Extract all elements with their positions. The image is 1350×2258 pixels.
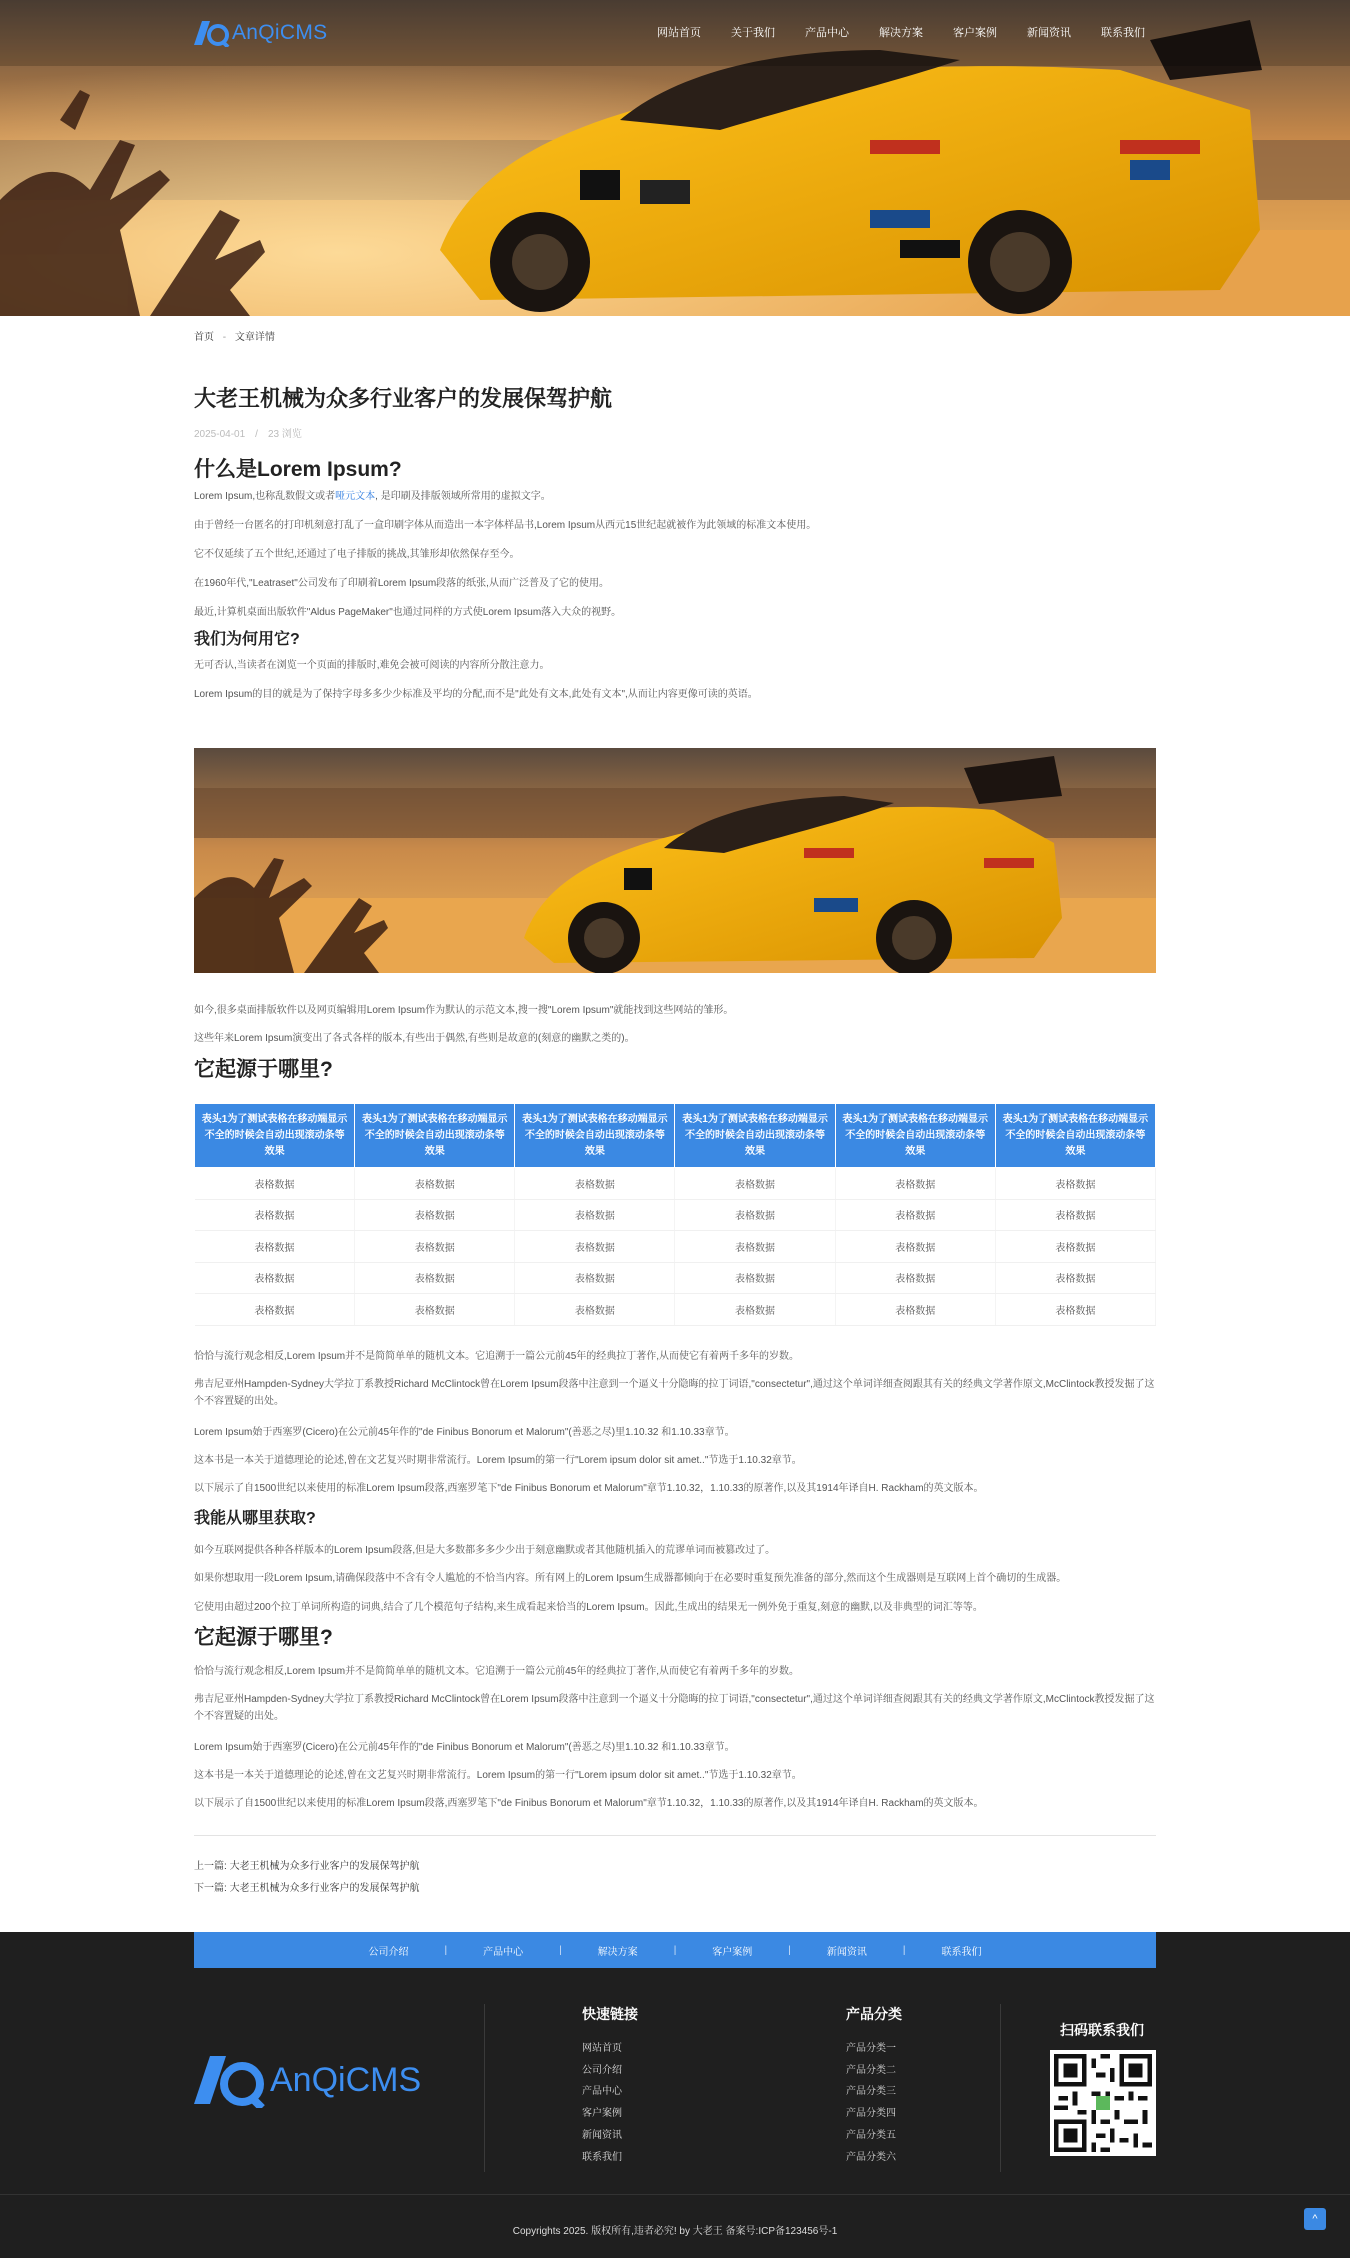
table-cell: 表格数据 xyxy=(675,1262,835,1294)
nav-item-solutions[interactable]: 解决方案 xyxy=(879,27,923,39)
table-cell: 表格数据 xyxy=(355,1231,515,1263)
table-cell: 表格数据 xyxy=(675,1168,835,1200)
paragraph: 它使用由超过200个拉丁单词所构造的词典,结合了几个模范句子结构,来生成看起来恰当的Lorem Ipsum。因此,生成出的结果无一例外免于重复,刻意的幽默,以及非典型的词汇等等。 xyxy=(194,1602,983,1613)
paragraph xyxy=(194,488,1156,505)
footer-bar-link[interactable]: 客户案例 xyxy=(712,1946,753,1958)
section-heading: 它起源于哪里? xyxy=(194,1626,333,1649)
paragraph: 以下展示了自1500世纪以来使用的标准Lorem Ipsum段落,西塞罗笔下"de Finibus Bonorum et Malorum"章节1.10.32，1.10.33的原著作,以及其1914年译自H. Rackham的英文版本。 xyxy=(194,1483,984,1494)
article-race-car-image xyxy=(194,748,1156,973)
anqicms-logo-icon xyxy=(194,19,230,47)
paragraph-text: , 是印刷及排版领域所常用的虚拟文字。 xyxy=(375,491,551,502)
footer-divider xyxy=(484,2004,485,2172)
table-cell: 表格数据 xyxy=(195,1231,355,1263)
paragraph: 如今互联网提供各种各样版本的Lorem Ipsum段落,但是大多数都多多少少出于刻意幽默或者其他随机插入的荒谬单词而被篡改过了。 xyxy=(194,1545,776,1556)
prev-label: 上一篇: xyxy=(194,1861,227,1872)
footer-bar-link[interactable]: 产品中心 xyxy=(483,1946,524,1958)
table-cell: 表格数据 xyxy=(995,1168,1155,1200)
article-date: 2025-04-01 xyxy=(194,429,246,440)
bar-separator: | xyxy=(902,1944,906,1956)
paragraph-text: Lorem Ipsum,也称乱数假文或者 xyxy=(194,491,336,502)
table-row xyxy=(195,1231,1156,1263)
table-cell: 表格数据 xyxy=(195,1294,355,1326)
qr-title: 扫码联系我们 xyxy=(1060,2022,1144,2038)
nav-item-contact[interactable]: 联系我们 xyxy=(1101,27,1145,39)
bar-separator: | xyxy=(673,1944,677,1956)
meta-separator: / xyxy=(255,429,258,440)
table-cell: 表格数据 xyxy=(675,1231,835,1263)
divider xyxy=(194,1835,1156,1836)
quick-link[interactable]: 公司介绍 xyxy=(582,2064,622,2076)
table-row xyxy=(195,1294,1156,1326)
table-cell: 表格数据 xyxy=(835,1294,995,1326)
quick-link[interactable]: 新闻资讯 xyxy=(582,2129,622,2141)
table-cell: 表格数据 xyxy=(355,1199,515,1231)
footer-bar-link[interactable]: 解决方案 xyxy=(597,1946,638,1958)
section-heading: 什么是Lorem Ipsum? xyxy=(194,458,402,481)
footer-bar-link[interactable]: 联系我们 xyxy=(941,1946,982,1958)
next-article[interactable] xyxy=(194,1879,420,1894)
qr-code-icon xyxy=(1054,2054,1152,2152)
nav-item-about[interactable]: 关于我们 xyxy=(731,27,775,39)
product-categories-title: 产品分类 xyxy=(846,2006,902,2022)
table-cell: 表格数据 xyxy=(195,1199,355,1231)
paragraph: 这本书是一本关于道德理论的论述,曾在文艺复兴时期非常流行。Lorem Ipsum的第一行"Lorem ipsum dolor sit amet.."节选于1.10.32章节。 xyxy=(194,1455,802,1466)
bar-separator: | xyxy=(788,1944,791,1956)
table-cell: 表格数据 xyxy=(835,1168,995,1200)
site-logo[interactable] xyxy=(194,19,327,47)
table-header-cell: 表头1为了测试表格在移动端显示不全的时候会自动出现滚动条等效果 xyxy=(835,1104,995,1168)
paragraph: 弗吉尼亚州Hampden-Sydney大学拉丁系教授Richard McClintock曾在Lorem Ipsum段落中注意到一个逼义十分隐晦的拉丁词语,"consectetur",通过这个单词详细查阅跟其有关的经典文学著作原文,McClintock教授发掘了这个不容置疑的出处。 xyxy=(194,1379,1155,1407)
paragraph: 如今,很多桌面排版软件以及网页编辑用Lorem Ipsum作为默认的示范文本,搜一搜"Lorem Ipsum"就能找到这些网站的雏形。 xyxy=(194,1005,734,1016)
table-row xyxy=(195,1199,1156,1231)
site-footer xyxy=(0,1932,1350,2258)
paragraph: 最近,计算机桌面出版软件"Aldus PageMaker"也通过同样的方式使Lorem Ipsum落入大众的视野。 xyxy=(194,607,622,618)
article-title: 大老王机械为众多行业客户的发展保驾护航 xyxy=(194,386,613,411)
footer-divider xyxy=(1000,2004,1001,2172)
paragraph: 恰恰与流行观念相反,Lorem Ipsum并不是简简单单的随机文本。它追溯于一篇公元前45年的经典拉丁著作,从而使它有着两千多年的岁数。 xyxy=(194,1351,800,1362)
table-cell: 表格数据 xyxy=(195,1262,355,1294)
table-cell: 表格数据 xyxy=(995,1199,1155,1231)
prev-title[interactable]: 大老王机械为众多行业客户的发展保驾护航 xyxy=(229,1861,420,1872)
table-cell: 表格数据 xyxy=(835,1231,995,1263)
table-header-cell: 表头1为了测试表格在移动端显示不全的时候会自动出现滚动条等效果 xyxy=(515,1104,675,1168)
table-row xyxy=(195,1168,1156,1200)
nav-item-news[interactable]: 新闻资讯 xyxy=(1027,27,1071,39)
section-heading: 我们为何用它? xyxy=(194,631,300,648)
table-cell: 表格数据 xyxy=(355,1168,515,1200)
category-link[interactable]: 产品分类一 xyxy=(846,2043,896,2054)
quick-link[interactable]: 网站首页 xyxy=(582,2043,622,2054)
paragraph: 在1960年代,"Leatraset"公司发布了印刷着Lorem Ipsum段落的纸张,从而广泛普及了它的使用。 xyxy=(194,578,609,589)
article-views: 23 浏览 xyxy=(267,429,302,440)
quick-link[interactable]: 客户案例 xyxy=(582,2108,622,2120)
table-cell: 表格数据 xyxy=(515,1231,675,1263)
paragraph: Lorem Ipsum始于西塞罗(Cicero)在公元前45年作的"de Finibus Bonorum et Malorum"(善恶之尽)里1.10.32 和1.10.33章节。 xyxy=(194,1427,735,1438)
bar-separator: | xyxy=(559,1944,562,1956)
table-header-cell: 表头1为了测试表格在移动端显示不全的时候会自动出现滚动条等效果 xyxy=(675,1104,835,1168)
table-cell: 表格数据 xyxy=(515,1199,675,1231)
footer-logo[interactable] xyxy=(194,2052,421,2108)
next-label: 下一篇: xyxy=(194,1883,227,1894)
table-cell: 表格数据 xyxy=(835,1262,995,1294)
category-link[interactable]: 产品分类二 xyxy=(846,2064,896,2076)
footer-bar-link[interactable]: 新闻资讯 xyxy=(826,1946,867,1958)
breadcrumb-current: 文章详情 xyxy=(234,332,275,343)
category-link[interactable]: 产品分类五 xyxy=(846,2129,896,2141)
table-cell: 表格数据 xyxy=(515,1262,675,1294)
bar-separator: | xyxy=(444,1944,448,1956)
product-categories-column xyxy=(846,2004,1006,2168)
quick-links-column xyxy=(582,2004,742,2168)
table-cell: 表格数据 xyxy=(995,1294,1155,1326)
table-cell: 表格数据 xyxy=(995,1231,1155,1263)
category-link[interactable]: 产品分类四 xyxy=(846,2108,896,2120)
paragraph: 这本书是一本关于道德理论的论述,曾在文艺复兴时期非常流行。Lorem Ipsum的第一行"Lorem ipsum dolor sit amet.."节选于1.10.32章节。 xyxy=(194,1770,802,1781)
quick-links-title: 快速链接 xyxy=(582,2006,638,2022)
paragraph: 如果你想取用一段Lorem Ipsum,请确保段落中不含有令人尴尬的不恰当内容。所有网上的Lorem Ipsum生成器都倾向于在必要时重复预先准备的部分,然而这个生成器则是互联网上首个确切的生成器。 xyxy=(194,1573,1067,1584)
quick-link[interactable]: 联系我们 xyxy=(582,2151,622,2163)
table-header-cell: 表头1为了测试表格在移动端显示不全的时候会自动出现滚动条等效果 xyxy=(195,1104,355,1168)
breadcrumb-home[interactable]: 首页 xyxy=(194,332,214,343)
table-cell: 表格数据 xyxy=(515,1168,675,1200)
table-cell: 表格数据 xyxy=(675,1294,835,1326)
paragraph: 这些年来Lorem Ipsum演变出了各式各样的版本,有些出于偶然,有些则是故意的(刻意的幽默之类的)。 xyxy=(194,1033,635,1044)
nav-item-home[interactable]: 网站首页 xyxy=(657,27,701,39)
back-to-top-button[interactable]: ^ xyxy=(1304,2208,1326,2230)
table-cell: 表格数据 xyxy=(195,1168,355,1200)
paragraph: 弗吉尼亚州Hampden-Sydney大学拉丁系教授Richard McClintock曾在Lorem Ipsum段落中注意到一个逼义十分隐晦的拉丁词语,"consectetur",通过这个单词详细查阅跟其有关的经典文学著作原文,McClintock教授发掘了这个不容置疑的出处。 xyxy=(194,1694,1155,1722)
category-link[interactable]: 产品分类六 xyxy=(846,2151,896,2163)
quick-link[interactable]: 产品中心 xyxy=(582,2086,622,2098)
footer-bar-link[interactable]: 公司介绍 xyxy=(368,1946,409,1958)
nav-item-cases[interactable]: 客户案例 xyxy=(953,27,997,39)
paragraph: 无可否认,当读者在浏览一个页面的排版时,难免会被可阅读的内容所分散注意力。 xyxy=(194,660,550,671)
footer-logo-text: AnQiCMS xyxy=(270,2060,422,2099)
category-link[interactable]: 产品分类三 xyxy=(846,2086,896,2098)
table-row xyxy=(195,1262,1156,1294)
copyright: Copyrights 2025. 版权所有,违者必究! by 大老王 备案号:ICP备123456号-1 xyxy=(512,2226,838,2237)
section-heading: 我能从哪里获取? xyxy=(194,1510,316,1527)
table-header-cell: 表头1为了测试表格在移动端显示不全的时候会自动出现滚动条等效果 xyxy=(355,1104,515,1168)
table-cell: 表格数据 xyxy=(355,1262,515,1294)
anqicms-logo-icon xyxy=(194,2052,266,2108)
logo-text: AnQiCMS xyxy=(232,21,328,44)
next-title[interactable]: 大老王机械为众多行业客户的发展保驾护航 xyxy=(229,1883,420,1894)
inline-link[interactable]: 哑元文本 xyxy=(335,491,376,502)
breadcrumb-separator: - xyxy=(222,332,227,343)
paragraph: Lorem Ipsum始于西塞罗(Cicero)在公元前45年作的"de Finibus Bonorum et Malorum"(善恶之尽)里1.10.32 和1.10.33章节。 xyxy=(194,1742,735,1753)
article-body xyxy=(194,384,1156,703)
paragraph: 它不仅延续了五个世纪,还通过了电子排版的挑战,其雏形却依然保存至今。 xyxy=(194,549,520,560)
table-cell: 表格数据 xyxy=(515,1294,675,1326)
prev-article[interactable] xyxy=(194,1857,420,1872)
paragraph: 恰恰与流行观念相反,Lorem Ipsum并不是简简单单的随机文本。它追溯于一篇公元前45年的经典拉丁著作,从而使它有着两千多年的岁数。 xyxy=(194,1666,800,1677)
table-cell: 表格数据 xyxy=(995,1262,1155,1294)
race-car-illustration xyxy=(194,748,1156,973)
paragraph: Lorem Ipsum的目的就是为了保持字母多多少少标准及平均的分配,而不是"此处有文本,此处有文本",从而让内容更像可读的英语。 xyxy=(194,689,758,700)
table-cell: 表格数据 xyxy=(675,1199,835,1231)
nav-item-products[interactable]: 产品中心 xyxy=(805,27,849,39)
data-table xyxy=(194,1103,1156,1326)
hero-banner xyxy=(0,0,1350,316)
paragraph: 以下展示了自1500世纪以来使用的标准Lorem Ipsum段落,西塞罗笔下"de Finibus Bonorum et Malorum"章节1.10.32，1.10.33的原著作,以及其1914年译自H. Rackham的英文版本。 xyxy=(194,1798,984,1809)
table-header-row xyxy=(195,1104,1156,1168)
table-cell: 表格数据 xyxy=(355,1294,515,1326)
top-navigation-bar xyxy=(0,0,1350,66)
qr-code xyxy=(1050,2050,1156,2156)
footer-divider-line xyxy=(0,2194,1350,2195)
article-meta xyxy=(194,425,1156,440)
footer-link-bar xyxy=(194,1932,1156,1968)
table-cell: 表格数据 xyxy=(835,1199,995,1231)
breadcrumb xyxy=(194,328,281,343)
table-header-cell: 表头1为了测试表格在移动端显示不全的时候会自动出现滚动条等效果 xyxy=(995,1104,1155,1168)
main-nav xyxy=(627,24,1145,40)
paragraph: 由于曾经一台匿名的打印机刻意打乱了一盒印刷字体从而造出一本字体样品书,Lorem Ipsum从西元15世纪起就被作为此领域的标准文本使用。 xyxy=(194,520,817,531)
section-heading: 它起源于哪里? xyxy=(194,1058,333,1081)
